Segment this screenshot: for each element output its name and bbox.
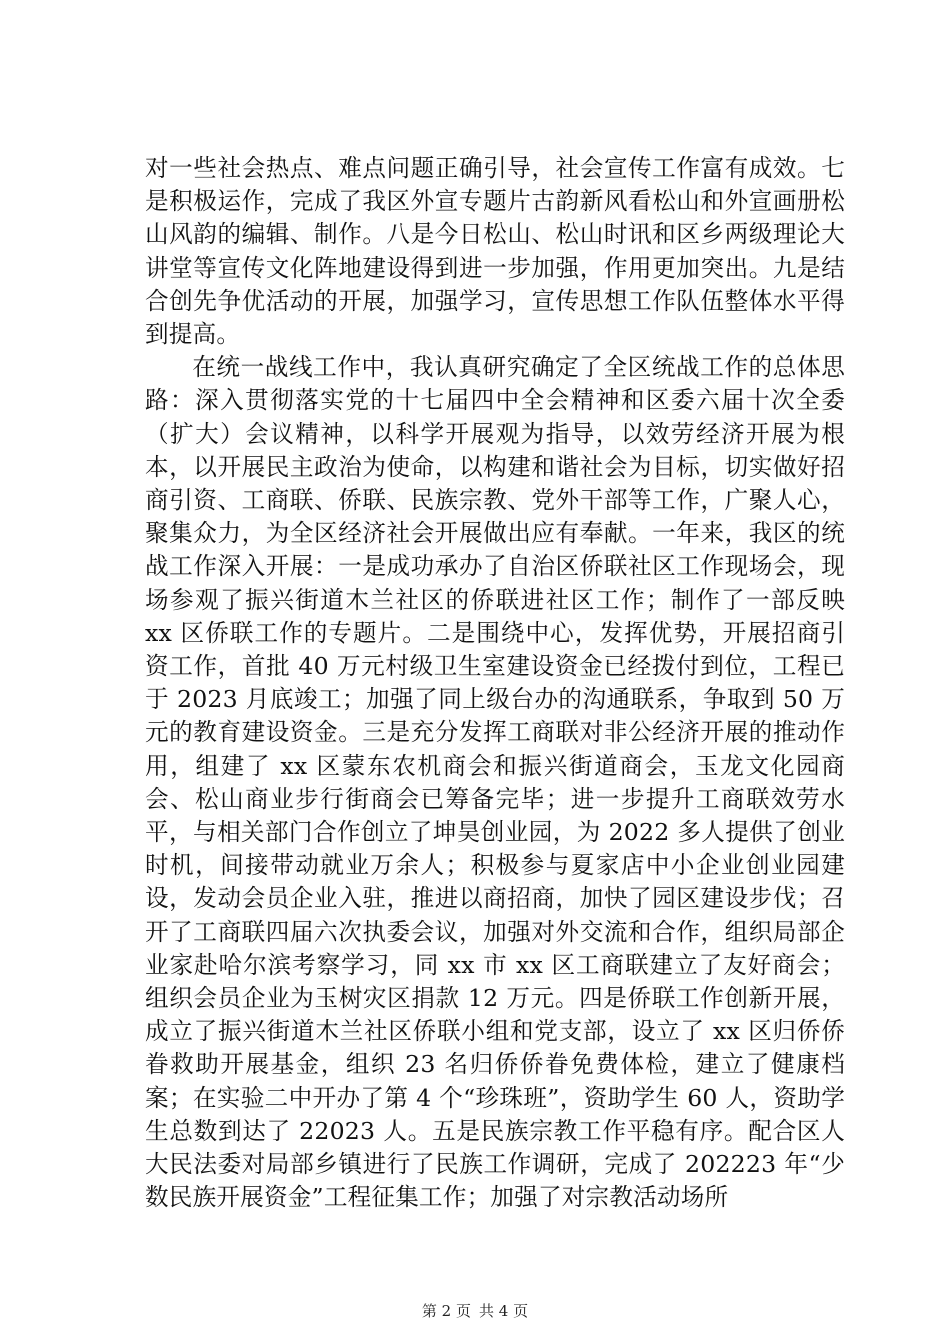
page-number: 第 2 页 [421,1302,471,1320]
document-body [145,152,845,1215]
paragraph-1: 对一些社会热点、难点问题正确引导，社会宣传工作富有成效。七是积极运作，完成了我区外宣专题片古韵新风看松山和外宣画册松山风韵的编辑、制作。八是今日松山、松山时讯和区乡两级理论大讲堂等宣传文化阵地建设得到进一步加强，作用更加突出。九是结合创先争优活动的开展，加强学习，宣传思想工作队伍整体水平得到提高。 [145,154,845,349]
page-footer [0,1300,950,1321]
page-total: 共 4 页 [479,1302,529,1320]
paragraph-2: 在统一战线工作中，我认真研究确定了全区统战工作的总体思路：深入贯彻落实党的十七届四中全会精神和区委六届十次全委（扩大）会议精神，以科学开展观为指导，以效劳经济开展为根本，以开展民主政治为使命，以构建和谐社会为目标，切实做好招商引资、工商联、侨联、民族宗教、党外干部等工作，广聚人心，聚集众力，为全区经济社会开展做出应有奉献。一年来，我区的统战工作深入开展：一是成功承办了自治区侨联社区工作现场会，现场参观了振兴街道木兰社区的侨联进社区工作；制作了一部反映 xx 区侨联工作的专题片。二是围绕中心，发挥优势，开展招商引资工作，首批 40 万元村级卫生室建设资金已经拨付到位，工程已于 2023 月底竣工；加强了同上级台办的沟通联系，争取到 50 万元的教育建设资金。三是充分发挥工商联对非公经济开展的推动作用，组建了 xx 区蒙东农机商会和振兴街道商会，玉龙文化园商会、松山商业步行街商会已筹备完毕；进一步提升工商联效劳水平，与相关部门合作创立了坤昊创业园，为 2022 多人提供了创业时机，间接带动就业万余人；积极参与夏家店中小企业创业园建设，发动会员企业入驻，推进以商招商，加快了园区建设步伐；召开了工商联四届六次执委会议，加强对外交流和合作，组织局部企业家赴哈尔滨考察学习，同 xx 市 xx 区工商联建立了友好商会；组织会员企业为玉树灾区捐款 12 万元。四是侨联工作创新开展，成立了振兴街道木兰社区侨联小组和党支部，设立了 xx 区归侨侨眷救助开展基金，组织 23 名归侨侨眷免费体检，建立了健康档案；在实验二中开办了第 4 个“珍珠班”，资助学生 60 人，资助学生总数到达了 22023 人。五是民族宗教工作平稳有序。配合区人大民法委对局部乡镇进行了民族工作调研，完成了 202223 年“少数民族开展资金”工程征集工作；加强了对宗教活动场所 [145,353,845,1212]
